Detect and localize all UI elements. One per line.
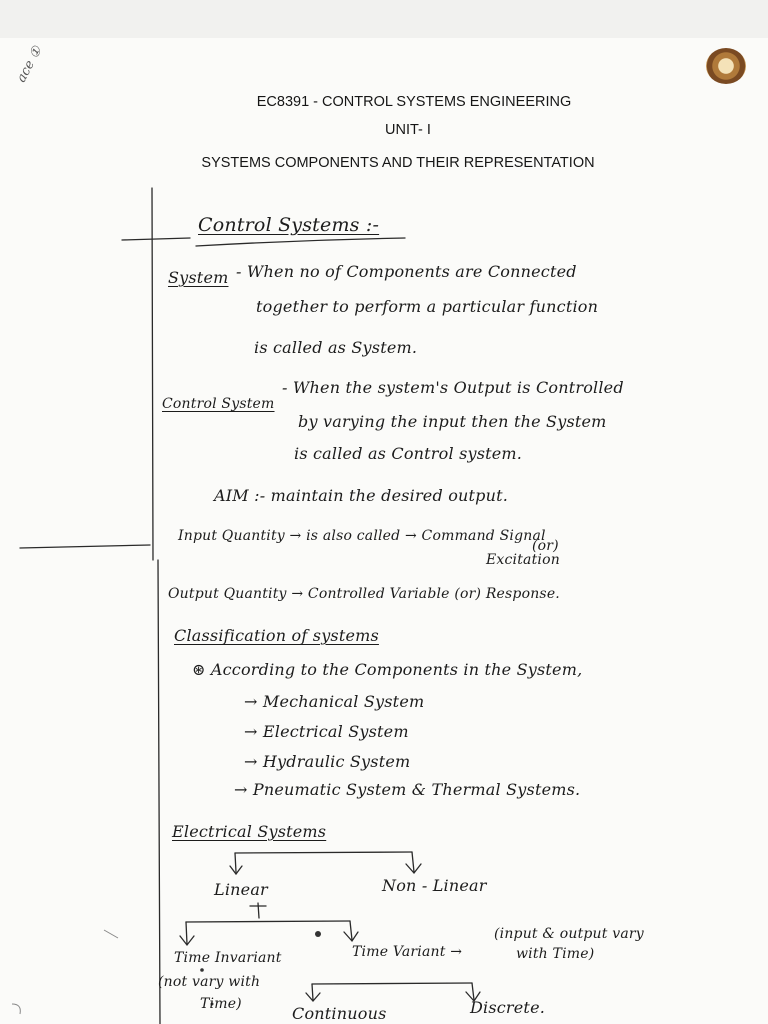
course-title: EC8391 - CONTROL SYSTEMS ENGINEERING bbox=[256, 94, 572, 110]
type-pneumatic-thermal: → Pneumatic System & Thermal Systems. bbox=[234, 780, 581, 799]
notes-heading: Control Systems :- bbox=[198, 214, 380, 236]
input-quantity-line: Input Quantity → is also called → Command Signal bbox=[178, 528, 546, 544]
system-definition-line-2: together to perform a particular function bbox=[256, 297, 599, 316]
aim-line: AIM :- maintain the desired output. bbox=[214, 486, 509, 505]
system-definition-line-1: - When no of Components are Connected bbox=[236, 262, 577, 281]
linear-label: Linear bbox=[214, 880, 268, 899]
invariant-note-line-2: Time) bbox=[200, 996, 242, 1012]
output-quantity-line: Output Quantity → Controlled Variable (or) Response. bbox=[168, 586, 560, 602]
input-or: (or) bbox=[532, 538, 559, 554]
non-linear-label: Non - Linear bbox=[382, 876, 487, 895]
unit-title: UNIT- I bbox=[385, 122, 431, 138]
system-term: System bbox=[168, 268, 229, 287]
input-excitation: Excitation bbox=[486, 552, 560, 568]
topic-title: SYSTEMS COMPONENTS AND THEIR REPRESENTATION bbox=[201, 155, 595, 171]
control-system-term: Control System bbox=[162, 396, 275, 412]
according-line: ⊛ According to the Components in the System, bbox=[192, 660, 583, 679]
electrical-systems-heading: Electrical Systems bbox=[172, 822, 327, 841]
continuous-label: Continuous bbox=[292, 1004, 387, 1023]
control-definition-line-3: is called as Control system. bbox=[294, 444, 523, 463]
variant-note-line-1: (input & output vary bbox=[494, 926, 644, 942]
control-definition-line-1: - When the system's Output is Controlled bbox=[282, 378, 624, 397]
time-variant-label: Time Variant → bbox=[352, 944, 463, 960]
time-invariant-label: Time Invariant bbox=[174, 950, 282, 966]
type-electrical: → Electrical System bbox=[244, 722, 409, 741]
type-mechanical: → Mechanical System bbox=[244, 692, 425, 711]
control-definition-line-2: by varying the input then the System bbox=[298, 412, 607, 431]
margin-annotation: ace ① bbox=[14, 43, 46, 86]
invariant-note-line-1: (not vary with bbox=[158, 974, 261, 990]
type-hydraulic: → Hydraulic System bbox=[244, 752, 411, 771]
system-definition-line-3: is called as System. bbox=[254, 338, 418, 357]
classification-heading: Classification of systems bbox=[174, 626, 379, 645]
variant-note-line-2: with Time) bbox=[516, 946, 595, 962]
discrete-label: Discrete. bbox=[470, 998, 546, 1017]
